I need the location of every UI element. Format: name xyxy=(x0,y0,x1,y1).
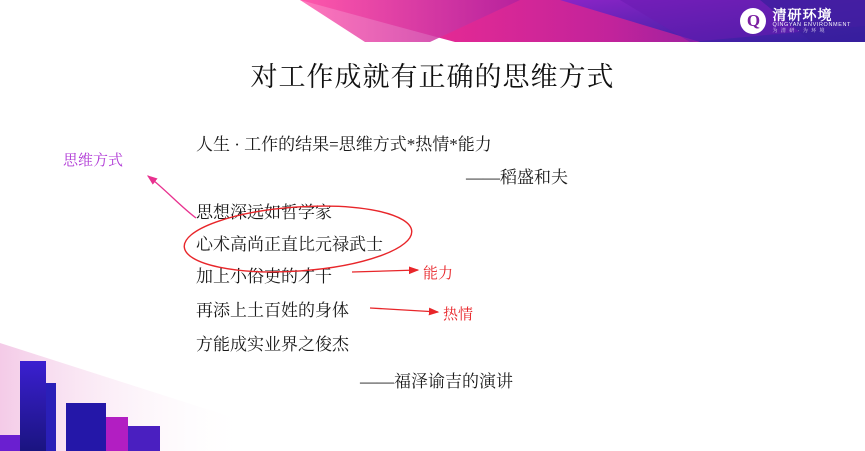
callout-thinking-style: 思维方式 xyxy=(63,153,124,169)
logo-text xyxy=(772,8,851,34)
page-title: 对工作成就有正确的思维方式 xyxy=(250,62,615,92)
arrow-ability xyxy=(352,270,418,272)
brand-logo xyxy=(740,6,851,36)
arrow-passion xyxy=(370,308,438,312)
logo-name-en: QINGYAN ENVIRONMENT xyxy=(772,21,851,28)
logo-tagline: 为 清 研 · 为 环 境 xyxy=(772,27,826,34)
verse-line-3: 加上小俗吏的才干 xyxy=(196,267,332,286)
callout-ability: 能力 xyxy=(423,266,454,282)
bottom-left-decoration xyxy=(0,331,330,451)
logo-circle-icon: Q xyxy=(740,8,766,34)
top-banner-decoration xyxy=(0,0,865,42)
callout-passion: 热情 xyxy=(443,307,474,323)
logo-name-cn: 清研环境 xyxy=(772,7,833,24)
verse-line-2: 心术高尚正直比元禄武士 xyxy=(196,235,383,254)
arrow-thinking xyxy=(148,176,196,218)
attribution-fukuzawa: ——福泽谕吉的演讲 xyxy=(360,372,513,391)
attribution-inamori: ——稻盛和夫 xyxy=(466,168,568,187)
verse-line-5: 方能成实业界之俊杰 xyxy=(196,335,349,354)
verse-line-4: 再添上土百姓的身体 xyxy=(196,301,349,320)
quote-formula: 人生 · 工作的结果=思维方式*热情*能力 xyxy=(196,135,492,154)
verse-line-1: 思想深远如哲学家 xyxy=(196,203,332,222)
